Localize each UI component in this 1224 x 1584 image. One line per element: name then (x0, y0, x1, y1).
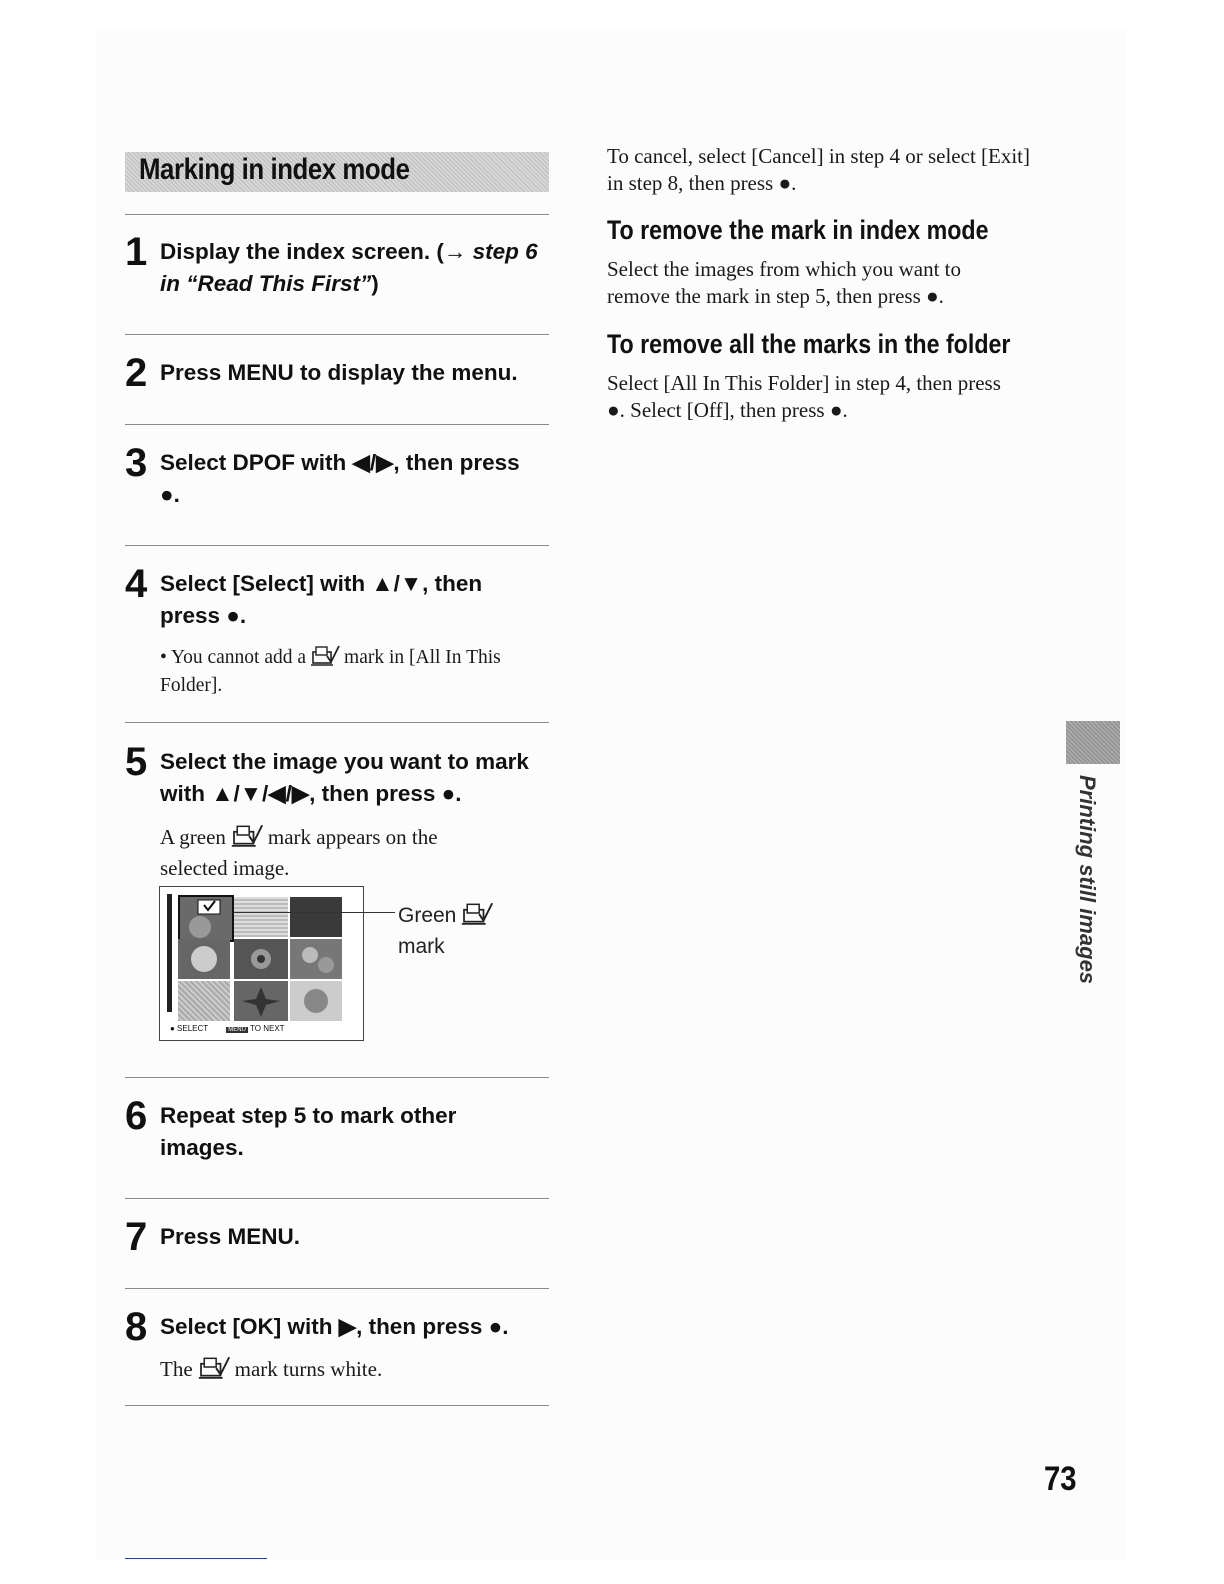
print-mark-icon (230, 822, 264, 855)
section-title: Marking in index mode (139, 153, 410, 186)
step-number: 8 (125, 1305, 148, 1349)
divider (125, 1198, 549, 1199)
divider (125, 1077, 549, 1078)
screen-next-label: TO NEXT (250, 1024, 285, 1033)
chapter-label-text: Printing still images (1075, 775, 1100, 985)
note-text-start: • You cannot add a (160, 647, 307, 668)
callout-label (398, 900, 498, 960)
body-text-start: A green (160, 825, 226, 849)
screen-menu-key: MENU (228, 1027, 246, 1033)
step-title: Select the image you want to mark with ▲/▼/◀/▶, then press ●. (160, 749, 529, 806)
index-screen-illustration (159, 886, 364, 1041)
callout-line (233, 912, 395, 913)
thumbnail (290, 939, 342, 979)
divider (125, 334, 549, 335)
thumbnail (290, 981, 342, 1021)
body-text-end: mark appears on the selected image. (160, 825, 438, 880)
print-mark-icon (460, 900, 494, 933)
divider (125, 1405, 549, 1406)
remove-index-text: Select the images from which you want to remove the mark in step 5, then press ●. (607, 257, 961, 308)
step-4-note (160, 643, 550, 698)
cancel-note: To cancel, select [Cancel] in step 4 or select [Exit] in step 8, then press ●. (607, 144, 1031, 195)
step-title: Press MENU to display the menu. (160, 360, 518, 385)
remove-all-text: Select [All In This Folder] in step 4, then press ●. Select [Off], then press ●. (607, 371, 1001, 422)
divider (125, 424, 549, 425)
step-number: 4 (125, 562, 148, 606)
step-title: Select [OK] with ▶, then press ●. (160, 1314, 509, 1339)
divider (125, 214, 549, 215)
step-title: Repeat step 5 to mark other images. (160, 1103, 457, 1160)
step-title-end: ) (371, 271, 379, 296)
section-header (125, 152, 549, 192)
step-number: 1 (125, 230, 148, 274)
thumbnail (234, 981, 288, 1021)
print-mark-icon (310, 643, 340, 674)
step-number: 7 (125, 1215, 148, 1259)
step-8-body (160, 1354, 540, 1387)
body-text-start: The (160, 1357, 193, 1381)
step-number: 3 (125, 441, 148, 485)
step-title-ref: step 6 in “Read This First” (160, 239, 538, 296)
step-number: 6 (125, 1094, 148, 1138)
thumbnail (290, 897, 342, 937)
chapter-tab (1066, 721, 1120, 764)
screen-footer (170, 1024, 285, 1033)
remove-all-heading: To remove all the marks in the folder (607, 329, 1011, 359)
step-title (160, 236, 555, 300)
thumbnail (234, 897, 288, 937)
page-number: 73 (1044, 1460, 1077, 1498)
chapter-label (1072, 775, 1102, 985)
divider (125, 722, 549, 723)
screen-select-label: ● SELECT (170, 1024, 209, 1033)
note-text-end: mark in [All In This Folder]. (160, 647, 501, 696)
divider (125, 545, 549, 546)
step-title-text: Display the index screen. (→ (160, 239, 473, 264)
body-text-end: mark turns white. (234, 1357, 383, 1381)
scroll-bar (167, 894, 172, 1012)
step-number: 2 (125, 351, 148, 395)
callout-text-2: mark (398, 935, 445, 958)
thumbnail (234, 939, 288, 979)
thumbnail (178, 939, 230, 979)
step-5-body (160, 822, 510, 882)
callout-text-1: Green (398, 904, 457, 927)
step-title: Press MENU. (160, 1224, 301, 1249)
step-title: Select DPOF with ◀/▶, then press ●. (160, 450, 520, 507)
divider (125, 1288, 549, 1289)
footer-line (125, 1558, 267, 1559)
step-number: 5 (125, 740, 148, 784)
step-title: Select [Select] with ▲/▼, then press ●. (160, 571, 483, 628)
remove-index-heading: To remove the mark in index mode (607, 215, 989, 245)
thumbnail (178, 981, 230, 1021)
print-mark-icon (197, 1354, 231, 1387)
thumbnail-selected (178, 895, 234, 942)
